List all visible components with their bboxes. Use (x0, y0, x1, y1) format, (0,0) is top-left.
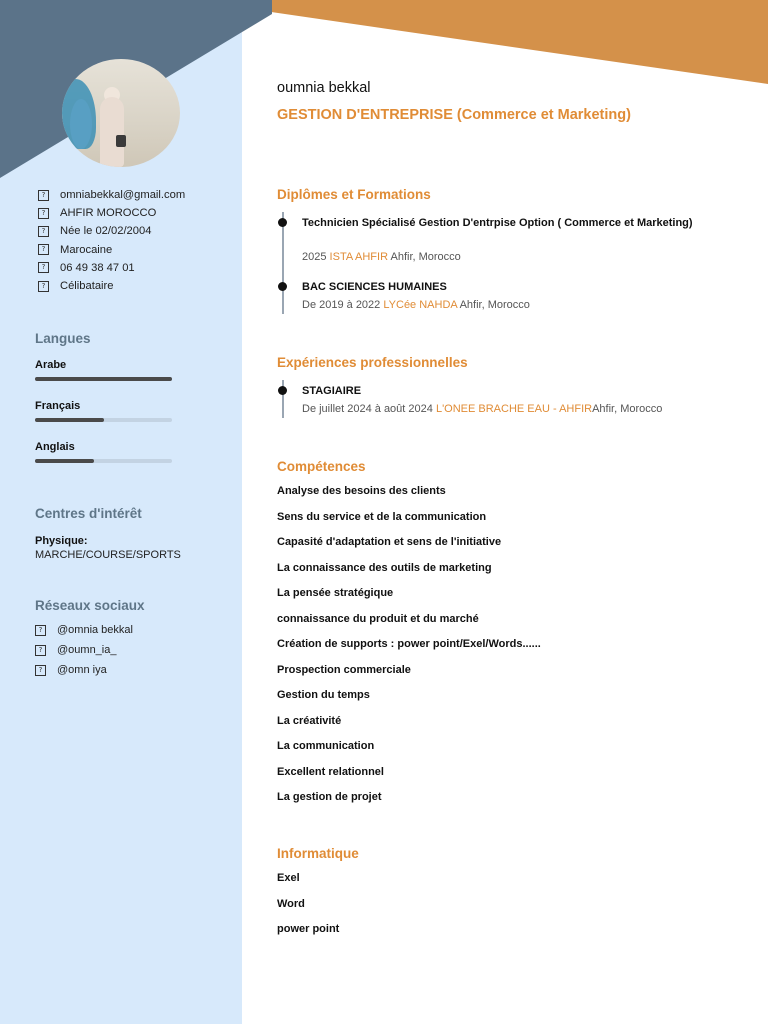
skill-item: La pensée stratégique (277, 587, 394, 599)
skills-heading: Compétences (277, 459, 366, 474)
phone-icon: ? (38, 262, 49, 273)
skill-item: connaissance du produit et du marché (277, 612, 479, 625)
contact-email[interactable]: ? omniabekkal@gmail.com (38, 186, 185, 204)
languages-heading: Langues (35, 331, 91, 346)
education-heading: Diplômes et Formations (277, 187, 431, 202)
nationality-icon: ? (38, 244, 49, 255)
contact-birthdate: ? Née le 02/02/2004 (38, 222, 185, 240)
language-name: Arabe (35, 359, 67, 371)
social-link[interactable]: ? @omn iya (35, 660, 133, 680)
orange-banner (188, 0, 768, 84)
location-icon: ? (38, 208, 49, 219)
birthday-icon: ? (38, 226, 49, 237)
experience-title: STAGIAIRE (302, 385, 362, 397)
timeline-dot (278, 386, 287, 395)
contact-nationality: ? Marocaine (38, 241, 185, 259)
skill-item: La gestion de projet (277, 791, 382, 803)
social-link[interactable]: ? @oumn_ia_ (35, 640, 133, 660)
skill-item: Excellent relationnel (277, 765, 384, 778)
education-timeline (282, 212, 284, 314)
interests-label: Physique: (35, 535, 88, 547)
skill-item: La créativité (277, 714, 342, 727)
social-icon: ? (35, 625, 46, 636)
skill-item: La connaissance des outils de marketing (277, 561, 492, 574)
social-icon: ? (35, 645, 46, 656)
contact-list (38, 186, 185, 295)
language-level-fill (35, 459, 94, 463)
profile-photo (62, 59, 180, 167)
social-icon: ? (35, 665, 46, 676)
skill-item: Prospection commerciale (277, 663, 411, 676)
email-icon: ? (38, 190, 49, 201)
timeline-dot (278, 218, 287, 227)
social-list (35, 620, 133, 680)
language-level-bar (35, 459, 172, 463)
computing-item: Exel (277, 872, 300, 884)
skill-item: Analyse des besoins des clients (277, 485, 446, 497)
experience-heading: Expériences professionnelles (277, 355, 468, 370)
marital-status-icon: ? (38, 281, 49, 292)
skills-list (277, 485, 541, 817)
language-level-fill (35, 377, 172, 381)
timeline-dot (278, 282, 287, 291)
language-level-bar (35, 377, 172, 381)
education-title: BAC SCIENCES HUMAINES (302, 281, 447, 293)
education-title: Technicien Spécialisé Gestion D'entrpise Option ( Commerce et Marketing) (302, 217, 693, 229)
language-name: Anglais (35, 441, 75, 453)
language-level-bar (35, 418, 172, 422)
interests-heading: Centres d'intérêt (35, 506, 142, 521)
education-meta: De 2019 à 2022 LYCée NAHDA Ahfir, Morocco (302, 299, 530, 311)
computing-heading: Informatique (277, 846, 359, 861)
contact-phone[interactable]: ? 06 49 38 47 01 (38, 259, 185, 277)
education-meta: 2025 ISTA AHFIR Ahfir, Morocco (302, 251, 461, 263)
social-heading: Réseaux sociaux (35, 598, 145, 613)
skill-item: Sens du service et de la communication (277, 510, 487, 523)
computing-item: power point (277, 923, 340, 935)
skill-item: Capasité d'adaptation et sens de l'initiative (277, 536, 502, 548)
skill-item: Création de supports : power point/Exel/Words...... (277, 638, 541, 650)
language-level-fill (35, 418, 104, 422)
interests-value: MARCHE/COURSE/SPORTS (35, 549, 181, 561)
contact-marital-status: ? Célibataire (38, 277, 185, 295)
contact-address: ? AHFIR MOROCCO (38, 204, 185, 222)
skill-item: Gestion du temps (277, 689, 370, 701)
candidate-name: oumnia bekkal (277, 80, 371, 96)
language-name: Français (35, 400, 81, 412)
candidate-title: GESTION D'ENTREPRISE (Commerce et Marketing) (277, 107, 631, 123)
social-link[interactable]: ? @omnia bekkal (35, 620, 133, 640)
experience-meta: De juillet 2024 à août 2024 L'ONEE BRACHE EAU - AHFIRAhfir, Morocco (302, 403, 663, 415)
computing-list (277, 872, 339, 949)
skill-item: La communication (277, 740, 375, 752)
computing-item: Word (277, 897, 305, 910)
